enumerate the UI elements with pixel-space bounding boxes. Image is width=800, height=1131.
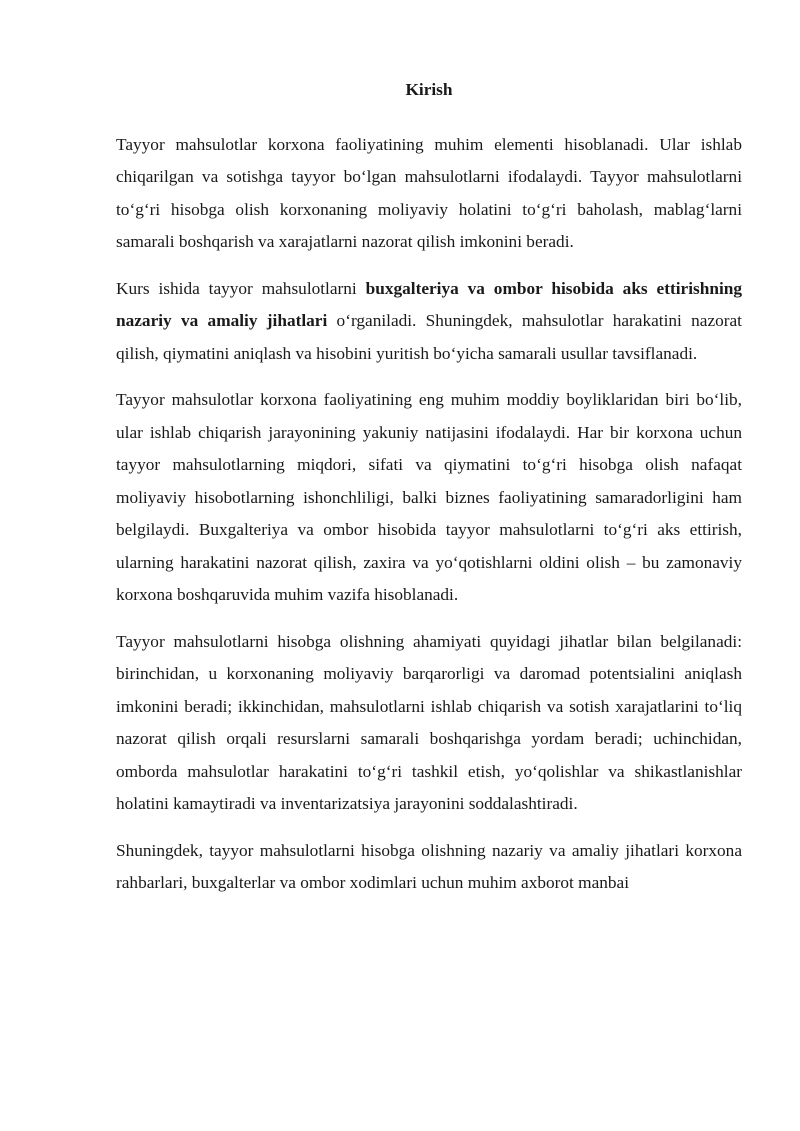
paragraph-2-bold-text: buxgalteriya va ombor hisobida aks ettirishning nazariy va amaliy jihatlari bbox=[116, 278, 742, 330]
section-title: Kirish bbox=[405, 80, 453, 99]
paragraph-2 bbox=[116, 273, 742, 371]
paragraph-4: Tayyor mahsulotlarni hisobga olishning ahamiyati quyidagi jihatlar bilan belgilanadi: birinchidan, u korxonaning moliyaviy barqarorligi va daromad potentsialini aniqlash imkonini beradi; ikkinchidan, mahsulotlarni ishlab chiqarish va sotish xarajatlarini to‘liq nazorat qilish orqali resurslarni samarali boshqarishga yordam beradi; uchinchidan, omborda mahsulotlar harakatini to‘g‘ri tashkil etish, yo‘qolishlar va shikastlanishlar holatini kamaytiradi va inventarizatsiya jarayonini soddalashtiradi. bbox=[116, 631, 742, 813]
document-page bbox=[116, 74, 742, 914]
paragraph-3: Tayyor mahsulotlar korxona faoliyatining eng muhim moddiy boyliklaridan biri bo‘lib, ular ishlab chiqarish jarayonining yakuniy natijasini ifodalaydi. Har bir korxona uchun tayyor mahsulotlarning miqdori, sifati va qiymatini to‘g‘ri hisobga olish nafaqat moliyaviy hisobotlarning ishonchliligi, balki biznes faoliyatining samaradorligini ham belgilaydi. Buxgalteriya va ombor hisobida tayyor mahsulotlarni to‘g‘ri aks ettirish, ularning harakatini nazorat qilish, zaxira va yo‘qotishlarni oldini olish – bu zamonaviy korxona boshqaruvida muhim vazifa hisoblanadi. bbox=[116, 390, 742, 604]
paragraph-5: Shuningdek, tayyor mahsulotlarni hisobga olishning nazariy va amaliy jihatlari korxona rahbarlari, buxgalterlar va ombor xodimlari uchun muhim axborot manbai bbox=[116, 840, 742, 892]
paragraph-2-text-before: Kurs ishida tayyor mahsulotlarni bbox=[116, 278, 366, 298]
paragraph-2-text-after: o‘rganiladi. Shuningdek, mahsulotlar harakatini nazorat qilish, qiymatini aniqlash va hisobini yuritish bo‘yicha samarali usullar tavsiflanadi. bbox=[116, 311, 742, 363]
paragraph-1: Tayyor mahsulotlar korxona faoliyatining muhim elementi hisoblanadi. Ular ishlab chiqarilgan va sotishga tayyor bo‘lgan mahsulotlarni ifodalaydi. Tayyor mahsulotlarni to‘g‘ri hisobga olish korxonaning moliyaviy holatini to‘g‘ri baholash, mablag‘larni samarali boshqarish va xarajatlarni nazorat qilish imkonini beradi. bbox=[116, 134, 742, 251]
